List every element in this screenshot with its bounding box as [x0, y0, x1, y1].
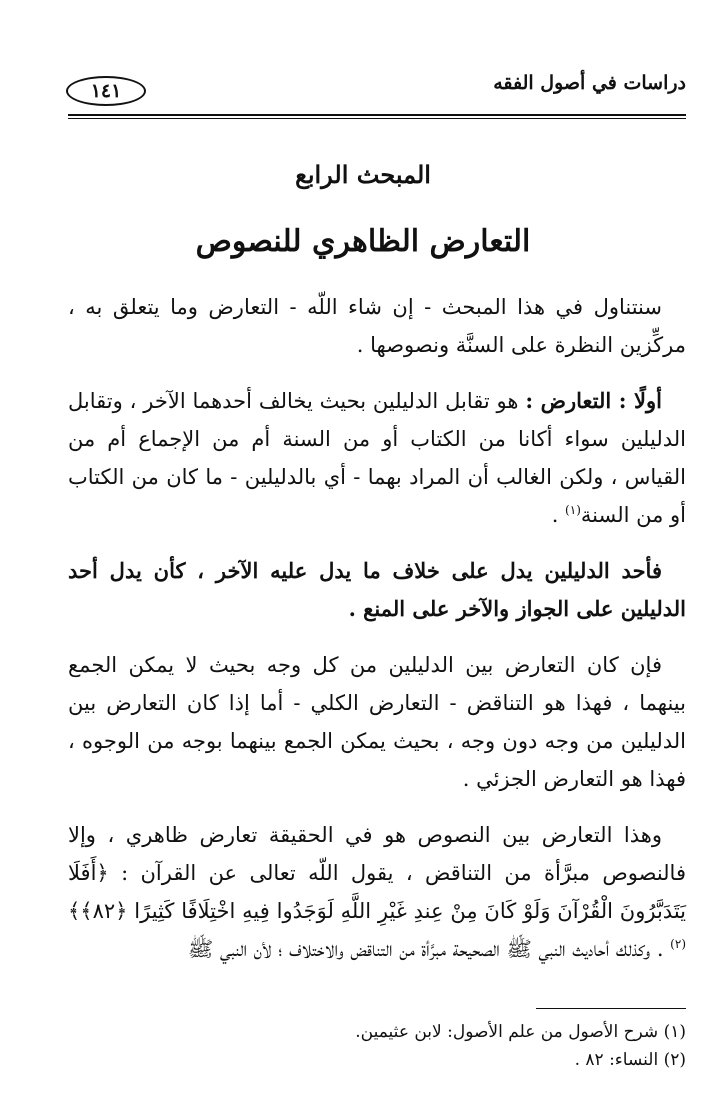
footnotes [68, 1018, 686, 1074]
paragraph-definition [68, 382, 686, 534]
page-number: ١٤١ [66, 76, 146, 106]
paragraph-apparent-conflict [68, 816, 686, 968]
section-title: المبحث الرابع [295, 160, 431, 189]
paragraph-intro: سنتناول في هذا المبحث - إن شاء اللّه - التعارض وما يتعلق به ، مركِّزين النظرة على السنَّة ونصوصها . [68, 295, 686, 357]
paragraph-bold-example: فأحد الدليلين يدل على خلاف ما يدل عليه الآخر ، كأن يدل أحد الدليلين على الجواز والآخر على المنع . [68, 558, 686, 621]
header-rule-thin [68, 118, 686, 119]
definition-end: . [551, 503, 566, 527]
chapter-title: التعارض الظاهري للنصوص [195, 224, 531, 259]
header-rule-thick [68, 114, 686, 116]
footnote-2: (٢) النساء: ٨٢ . [574, 1050, 686, 1070]
footnote-rule [536, 1008, 686, 1009]
apparent-conflict-continued: . وكذلك أحاديث النبي ﷺ الصحيحة مبرَّأة من التناقض والاختلاف ؛ لأن النبي ﷺ [187, 937, 671, 961]
running-title: دراسات في أصول الفقه [493, 72, 686, 94]
footnote-ref-2: (٢) [670, 937, 686, 951]
footnote-1: (١) شرح الأصول من علم الأصول: لابن عثيمين. [355, 1022, 686, 1042]
footnote-ref-1: (١) [565, 503, 581, 517]
definition-lead: أولًا : التعارض : [525, 388, 662, 413]
definition-text: هو تقابل الدليلين بحيث يخالف أحدهما الآخر ، وتقابل الدليلين سواء أكانا من الكتاب أو من السنة أم من الإجماع أم من القياس ، ولكن الغالب أن المراد بهما - أي بالدليلين - ما كان من الكتاب أو من السنة [68, 389, 686, 527]
apparent-conflict-text: وهذا التعارض بين النصوص هو في الحقيقة تعارض ظاهري ، وإلا فالنصوص مبرَّأة من التناقض ، يقول اللّه تعالى عن القرآن : ﴿أَفَلَا يَتَدَبَّرُونَ الْقُرْآنَ وَلَوْ كَانَ مِنْ عِندِ غَيْرِ اللَّهِ لَوَجَدُوا فِيهِ اخْتِلَافًا كَثِيرًا ﴿٨٢﴾﴾ [68, 823, 686, 923]
paragraph-contradiction: فإن كان التعارض بين الدليلين من كل وجه بحيث لا يمكن الجمع بينهما ، فهذا هو التناقض - التعارض الكلي - أما إذا كان التعارض بين الدليلين من وجه دون وجه ، بحيث يمكن الجمع بينهما بوجه من الوجوه ، فهذا هو التعارض الجزئي . [68, 653, 686, 791]
body-text [68, 288, 686, 986]
